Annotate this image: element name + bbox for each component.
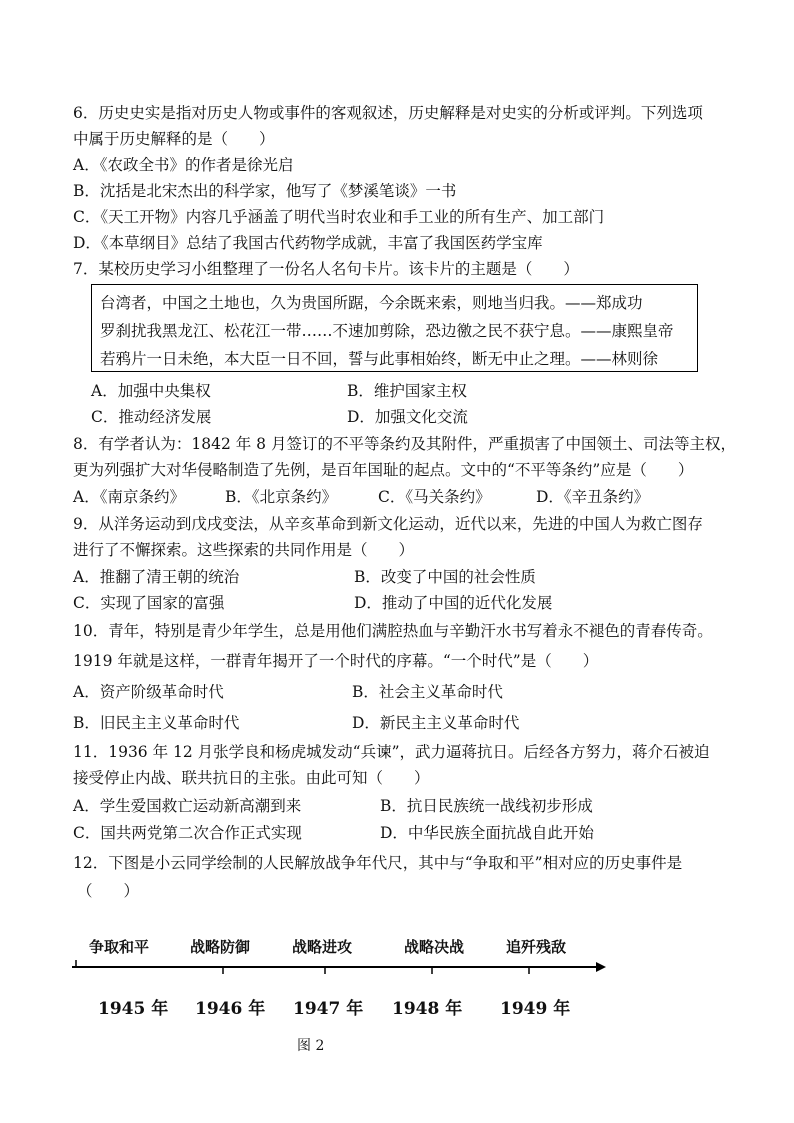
q7-option-d: D．加强文化交流 — [347, 408, 468, 426]
q6-option-c: C．《天工开物》内容几乎涵盖了明代当时农业和手工业的所有生产、加工部门 — [73, 208, 605, 226]
q6-stem-line2: 中属于历史解释的是（ ） — [73, 130, 275, 148]
q7-option-b: B．维护国家主权 — [347, 382, 467, 400]
stage-label: 战略防御 — [190, 938, 251, 956]
q11-stem-line2: 接受停止内战、联共抗日的主张。由此可知（ ） — [73, 769, 430, 787]
q9-option-c: C．实现了国家的富强 — [73, 594, 225, 612]
q6-stem-line1: 6．历史史实是指对历史人物或事件的客观叙述，历史解释是对史实的分析或评判。下列选项 — [73, 104, 703, 122]
q10-option-b: B．社会主义革命时代 — [352, 683, 503, 701]
q9-option-b: B．改变了中国的社会性质 — [354, 568, 536, 586]
q8-option-b: B．《北京条约》 — [225, 488, 338, 506]
q11-option-b: B．抗日民族统一战线初步形成 — [380, 797, 593, 815]
quote-kangxi: 罗刹扰我黑龙江、松花江一带……不速加剪除，恐边徼之民不获宁息。——康熙皇帝 — [100, 322, 674, 340]
year-label: 1949 年 — [500, 999, 571, 1019]
q10-option-a: A．资产阶级革命时代 — [73, 683, 224, 701]
q9-stem-line1: 9．从洋务运动到戊戌变法，从辛亥革命到新文化运动，近代以来，先进的中国人为救亡图存 — [73, 515, 703, 533]
q6-option-d: D．《本草纲目》总结了我国古代药物学成就，丰富了我国医药学宝库 — [73, 234, 543, 252]
q10-stem-line1: 10．青年，特别是青少年学生，总是用他们满腔热血与辛勤汗水书写着永不褪色的青春传奇。 — [73, 622, 713, 640]
q7-option-a: A．加强中央集权 — [91, 382, 211, 400]
q9-stem-line2: 进行了不懈探索。这些探索的共同作用是（ ） — [73, 541, 415, 559]
quote-card — [91, 284, 698, 372]
q10-option-c: B．旧民主主义革命时代 — [73, 714, 240, 732]
q8-option-d: D．《辛丑条约》 — [536, 488, 650, 506]
quote-lin-zexu: 若鸦片一日未绝，本大臣一日不回，誓与此事相始终，断无中止之理。——林则徐 — [100, 350, 659, 368]
stage-label: 争取和平 — [89, 938, 150, 956]
stage-label: 战略决战 — [404, 938, 465, 956]
war-timeline — [72, 930, 612, 1030]
q6-option-a: A．《农政全书》的作者是徐光启 — [73, 156, 294, 174]
year-label: 1948 年 — [392, 999, 463, 1019]
q7-option-c: C．推动经济发展 — [91, 408, 212, 426]
timeline-arrowhead — [596, 962, 606, 972]
q11-option-c: C．国共两党第二次合作正式实现 — [73, 824, 302, 842]
q8-stem-line2: 更为列强扩大对华侵略制造了先例，是百年国耻的起点。文中的“不平等条约”应是（ ） — [73, 461, 694, 479]
q9-option-a: A．推翻了清王朝的统治 — [73, 568, 240, 586]
q9-option-d: D．推动了中国的近代化发展 — [354, 594, 553, 612]
year-label: 1945 年 — [98, 999, 169, 1019]
stage-label: 追歼残敌 — [506, 938, 567, 956]
q8-option-a: A．《南京条约》 — [73, 488, 185, 506]
stage-label: 战略进攻 — [292, 938, 353, 956]
q12-stem-line1: 12．下图是小云同学绘制的人民解放战争年代尺，其中与“争取和平”相对应的历史事件是 — [73, 854, 683, 872]
q11-stem-line1: 11．1936 年 12 月张学良和杨虎城发动“兵谏”，武力逼蒋抗日。后经各方努力，蒋介石被迫 — [73, 743, 710, 761]
q8-stem-line1: 8．有学者认为：1842 年 8 月签订的不平等条约及其附件，严重损害了中国领土、司法等主权， — [73, 435, 736, 453]
q7-stem: 7．某校历史学习小组整理了一份名人名句卡片。该卡片的主题是（ ） — [73, 260, 579, 278]
figure-caption: 图 2 — [297, 1038, 325, 1054]
q10-stem-line2: 1919 年就是这样，一群青年揭开了一个时代的序幕。“一个时代”是（ ） — [73, 652, 599, 670]
q10-option-d: D．新民主主义革命时代 — [352, 714, 520, 732]
q8-option-c: C．《马关条约》 — [378, 488, 491, 506]
q12-stem-line2: （ ） — [77, 882, 140, 900]
q11-option-a: A．学生爱国救亡运动新高潮到来 — [73, 797, 302, 815]
quote-zheng-chenggong: 台湾者，中国之土地也，久为贵国所踞，今余既来索，则地当归我。——郑成功 — [100, 294, 643, 312]
year-label: 1947 年 — [293, 999, 364, 1019]
q6-option-b: B．沈括是北宋杰出的科学家，他写了《梦溪笔谈》一书 — [73, 182, 457, 200]
year-label: 1946 年 — [195, 999, 266, 1019]
q11-option-d: D．中华民族全面抗战自此开始 — [380, 824, 594, 842]
